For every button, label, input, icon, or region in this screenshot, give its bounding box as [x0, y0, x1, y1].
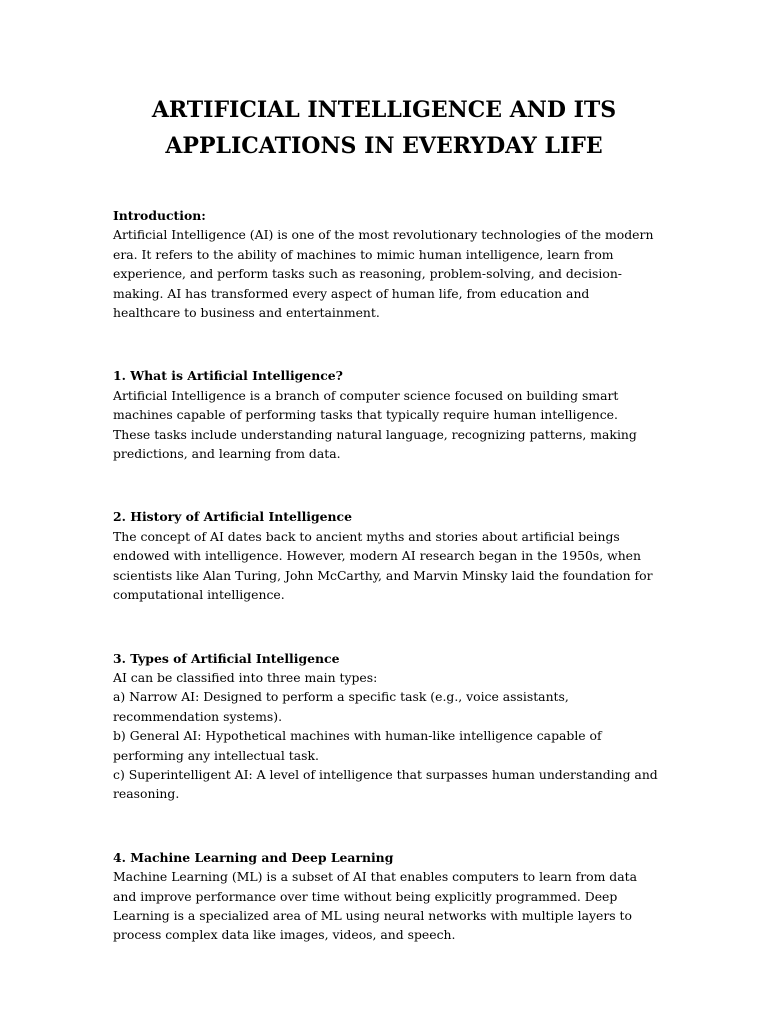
section-history [113, 507, 658, 604]
section-what-is-ai [113, 366, 658, 463]
section-introduction [113, 206, 658, 322]
document-body [113, 206, 658, 989]
title-line-2: APPLICATIONS IN EVERYDAY LIFE [165, 133, 603, 159]
section-paragraph: Artificial Intelligence is a branch of computer science focused on building smart machines capable of performing tasks that typically require human intelligence. These tasks include understanding natural language, recognizing patterns, making predictions, and learning from data. [113, 387, 637, 462]
document-title [0, 92, 768, 164]
list-item-general-ai: b) General AI: Hypothetical machines with human-like intelligence capable of performing any intellectual task. [113, 728, 602, 763]
section-types [113, 649, 658, 804]
section-machine-learning [113, 848, 658, 945]
section-paragraph: Artificial Intelligence (AI) is one of the most revolutionary technologies of the modern era. It refers to the ability of machines to mimic human intelligence, learn from experience, and perform tasks such as reasoning, problem-solving, and decision-making. AI has transformed every aspect of human life, from education and healthcare to business and entertainment. [113, 227, 654, 321]
section-paragraph: Machine Learning (ML) is a subset of AI that enables computers to learn from data and improve performance over time without being explicitly programmed. Deep Learning is a specialized area of ML using neural networks with multiple layers to process complex data like images, videos, and speech. [113, 869, 637, 943]
section-paragraph: AI can be classified into three main types: [113, 669, 378, 685]
list-item-superintelligent-ai: c) Superintelligent AI: A level of intelligence that surpasses human understanding and reasoning. [113, 766, 658, 802]
list-item-narrow-ai: a) Narrow AI: Designed to perform a specific task (e.g., voice assistants, recommendation systems). [113, 689, 569, 724]
section-heading: 2. History of Artificial Intelligence [113, 509, 352, 525]
section-heading: Introduction: [113, 208, 206, 223]
section-paragraph: The concept of AI dates back to ancient myths and stories about artificial beings endowed with intelligence. However, modern AI research began in the 1950s, when scientists like Alan Turing, John McCarthy, and Marvin Minsky laid the foundation for computational intelligence. [113, 528, 653, 603]
section-heading: 1. What is Artificial Intelligence? [113, 368, 343, 384]
title-line-1: ARTIFICIAL INTELLIGENCE AND ITS [151, 97, 617, 123]
section-heading: 3. Types of Artificial Intelligence [113, 650, 340, 666]
section-heading: 4. Machine Learning and Deep Learning [113, 849, 394, 865]
